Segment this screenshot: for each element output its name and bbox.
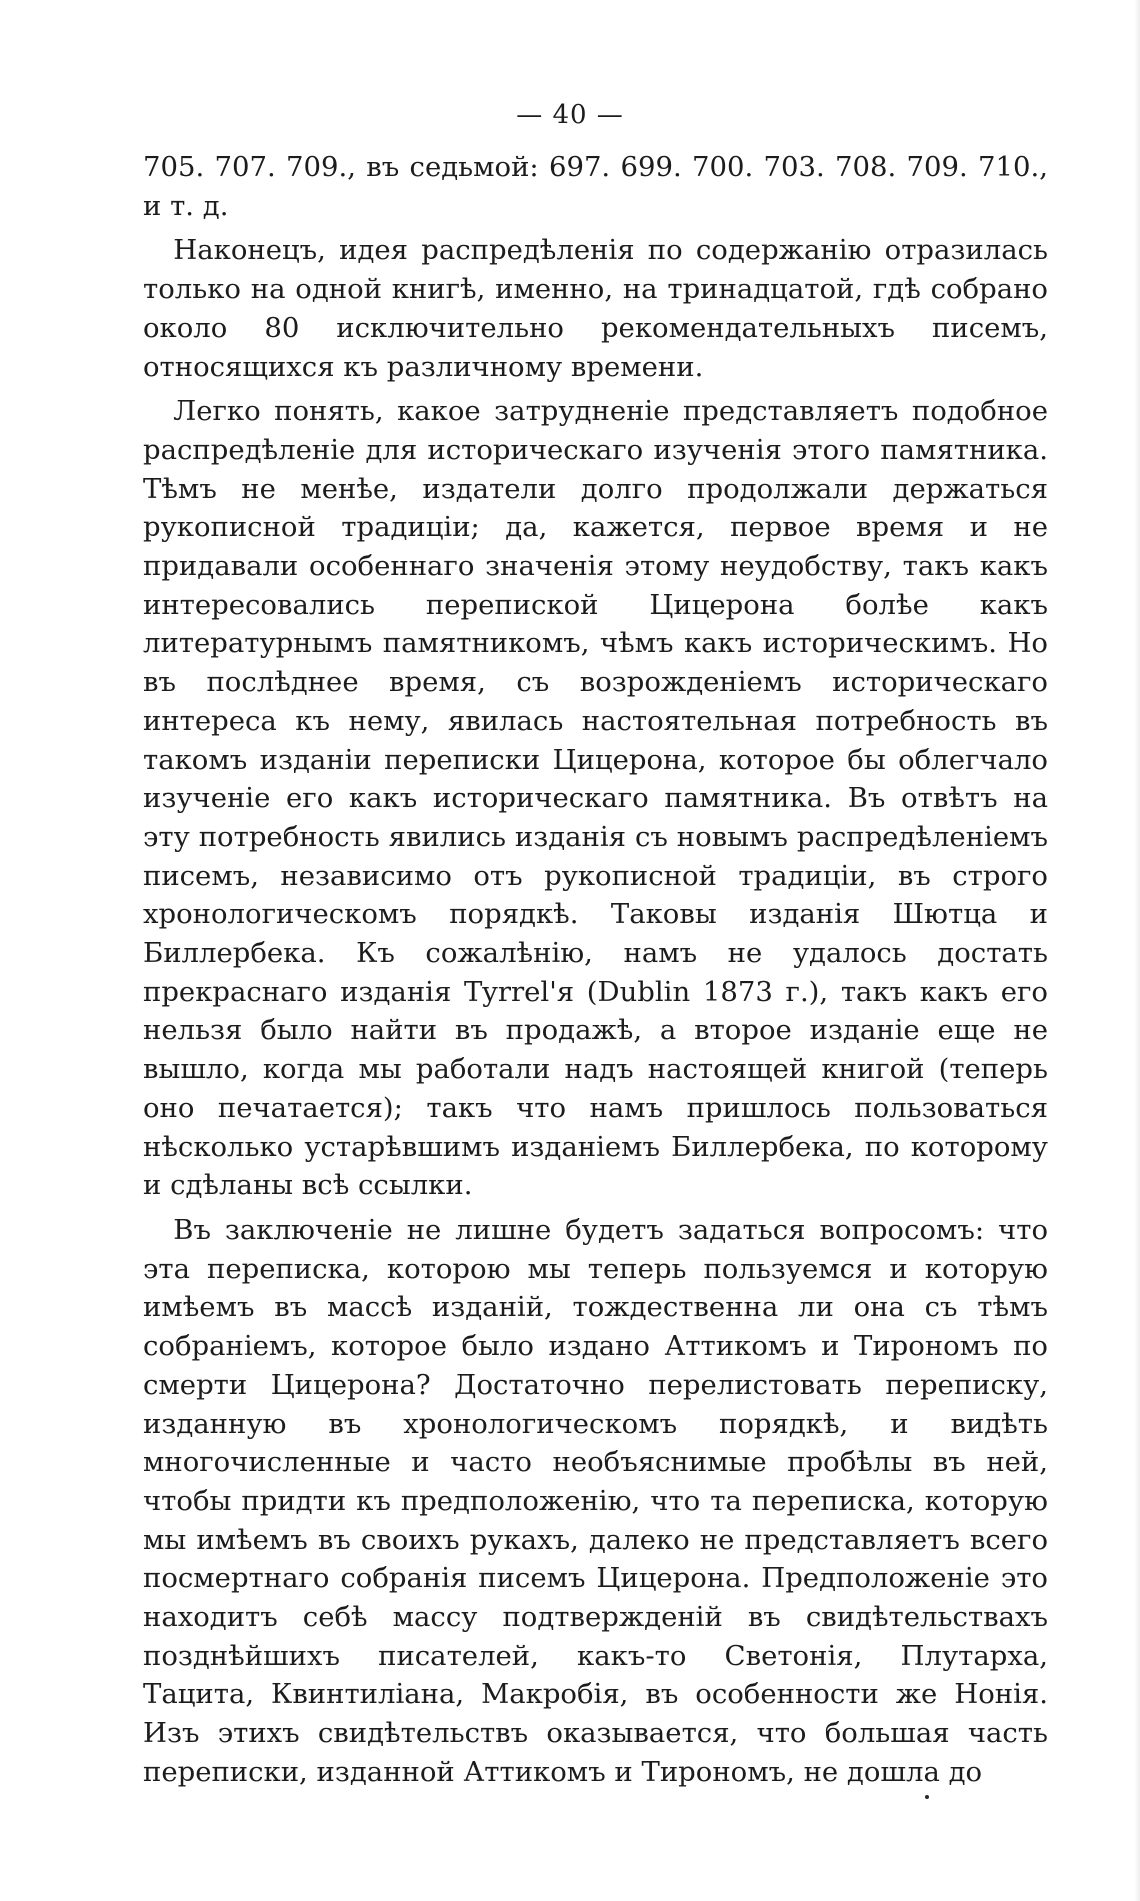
paragraph-distribution-idea: Наконецъ, идея распредѣленія по содержанію отразилась только на одной книгѣ, именно, на тринадцатой, гдѣ собрано около 80 исключительно рекомендательныхъ писемъ, относящихся къ различному времени.	[143, 234, 1048, 383]
continuation-paragraph: 705. 707. 709., въ седьмой: 697. 699. 700. 703. 708. 709. 710., и т. д.	[143, 151, 1048, 222]
body-text	[143, 148, 1048, 1792]
paragraph-editions: Легко понять, какое затрудненіе представляетъ подобное распредѣленіе для историческаго изученія этого памятника. Тѣмъ не менѣе, издатели долго продолжали держаться рукописной традиціи; да, кажется, первое время и не придавали особеннаго значенія этому неудобству, такъ какъ интересовались перепиской Цицерона болѣе какъ литературнымъ памятникомъ, чѣмъ какъ историческимъ. Но въ послѣднее время, съ возрожденіемъ историческаго интереса къ нему, явилась настоятельная потребность въ такомъ изданіи переписки Цицерона, которое бы облегчало изученіе его какъ историческаго памятника. Въ отвѣтъ на эту потребность явились изданія съ новымъ распредѣленіемъ писемъ, независимо отъ рукописной традиціи, въ строго хронологическомъ порядкѣ. Таковы изданія Шютца и Биллербека. Къ сожалѣнію, намъ не удалось достать прекраснаго изданія Tyrrel'я (Dublin 1873 г.), такъ какъ его нельзя было найти въ продажѣ, а второе изданіе еще не вышло, когда мы работали надъ настоящей книгой (теперь оно печатается); такъ что намъ пришлось пользоваться нѣсколько устарѣвшимъ изданіемъ Биллербека, по которому и сдѣланы всѣ ссылки.	[143, 395, 1048, 1202]
page-number: — 40 —	[516, 100, 624, 130]
page-edge-shadow	[1134, 0, 1140, 1901]
paragraph-conclusion: Въ заключеніе не лишне будетъ задаться вопросомъ: что эта переписка, которою мы теперь пользуемся и которую имѣемъ въ массѣ изданій, тождественна ли она съ тѣмъ собраніемъ, которое было издано Аттикомъ и Тирономъ по смерти Цицерона? Достаточно перелистовать переписку, изданную въ хронологическомъ порядкѣ, и видѣть многочисленные и часто необъяснимые пробѣлы въ ней, чтобы придти къ предположенію, что та переписка, которую мы имѣемъ въ своихъ рукахъ, далеко не представляетъ всего посмертнаго собранія писемъ Цицерона. Предположеніе это находитъ себѣ массу подтвержденій въ свидѣтельствахъ позднѣйшихъ писателей, какъ-то Светонія, Плутарха, Тацита, Квинтиліана, Макробія, въ особенности же Нонія. Изъ этихъ свидѣтельствъ оказывается, что большая часть переписки, изданной Аттикомъ и Тирономъ, не дошла до	[143, 1213, 1048, 1788]
ink-speck	[925, 1795, 929, 1799]
